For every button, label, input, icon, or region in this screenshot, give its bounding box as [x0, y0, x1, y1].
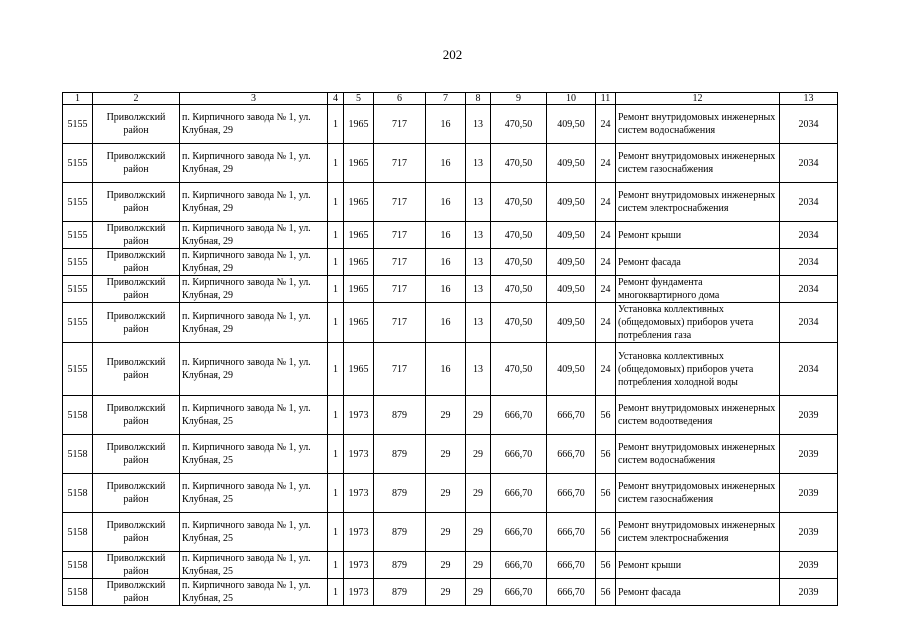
- col11-cell: 56: [596, 396, 616, 435]
- district-cell: Приволжский район: [93, 144, 180, 183]
- work-type-cell: Установка коллективных (общедомовых) приборов учета потребления газа: [616, 303, 780, 343]
- work-type-cell: Ремонт крыши: [616, 552, 780, 579]
- column-header: 12: [616, 93, 780, 105]
- col11-cell: 56: [596, 435, 616, 474]
- house-id-cell: 5158: [63, 579, 93, 606]
- col7-cell: 29: [426, 513, 466, 552]
- district-cell: Приволжский район: [93, 105, 180, 144]
- col6-cell: 879: [374, 513, 426, 552]
- col9-cell: 470,50: [491, 183, 547, 222]
- col10-cell: 409,50: [547, 144, 596, 183]
- year-cell: 1965: [344, 276, 374, 303]
- col6-cell: 879: [374, 579, 426, 606]
- address-cell: п. Кирпичного завода № 1, ул. Клубная, 29: [180, 276, 328, 303]
- col10-cell: 666,70: [547, 579, 596, 606]
- work-type-cell: Ремонт фасада: [616, 579, 780, 606]
- work-type-cell: Ремонт внутридомовых инженерных систем электроснабжения: [616, 513, 780, 552]
- house-id-cell: 5155: [63, 249, 93, 276]
- year-cell: 1973: [344, 579, 374, 606]
- work-type-cell: Ремонт внутридомовых инженерных систем водоснабжения: [616, 105, 780, 144]
- col8-cell: 29: [466, 474, 491, 513]
- year-cell: 1965: [344, 105, 374, 144]
- col8-cell: 13: [466, 105, 491, 144]
- col6-cell: 717: [374, 343, 426, 396]
- plan-year-cell: 2034: [780, 276, 838, 303]
- col7-cell: 16: [426, 249, 466, 276]
- col6-cell: 717: [374, 249, 426, 276]
- col11-cell: 56: [596, 513, 616, 552]
- col7-cell: 29: [426, 396, 466, 435]
- column-header: 8: [466, 93, 491, 105]
- col4-cell: 1: [328, 396, 344, 435]
- col10-cell: 409,50: [547, 105, 596, 144]
- address-cell: п. Кирпичного завода № 1, ул. Клубная, 29: [180, 144, 328, 183]
- house-id-cell: 5155: [63, 303, 93, 343]
- col6-cell: 879: [374, 396, 426, 435]
- house-id-cell: 5158: [63, 396, 93, 435]
- col10-cell: 409,50: [547, 222, 596, 249]
- district-cell: Приволжский район: [93, 552, 180, 579]
- district-cell: Приволжский район: [93, 222, 180, 249]
- year-cell: 1973: [344, 396, 374, 435]
- col6-cell: 879: [374, 474, 426, 513]
- district-cell: Приволжский район: [93, 343, 180, 396]
- district-cell: Приволжский район: [93, 513, 180, 552]
- col9-cell: 470,50: [491, 343, 547, 396]
- col6-cell: 879: [374, 435, 426, 474]
- col10-cell: 666,70: [547, 552, 596, 579]
- address-cell: п. Кирпичного завода № 1, ул. Клубная, 29: [180, 105, 328, 144]
- address-cell: п. Кирпичного завода № 1, ул. Клубная, 25: [180, 513, 328, 552]
- col9-cell: 470,50: [491, 303, 547, 343]
- col8-cell: 13: [466, 183, 491, 222]
- col8-cell: 13: [466, 303, 491, 343]
- column-header: 6: [374, 93, 426, 105]
- column-header: 7: [426, 93, 466, 105]
- col4-cell: 1: [328, 303, 344, 343]
- col10-cell: 409,50: [547, 249, 596, 276]
- plan-year-cell: 2034: [780, 183, 838, 222]
- table-row: [63, 435, 838, 474]
- col10-cell: 409,50: [547, 276, 596, 303]
- col7-cell: 29: [426, 552, 466, 579]
- col9-cell: 666,70: [491, 396, 547, 435]
- col4-cell: 1: [328, 513, 344, 552]
- work-type-cell: Ремонт фасада: [616, 249, 780, 276]
- address-cell: п. Кирпичного завода № 1, ул. Клубная, 29: [180, 343, 328, 396]
- col9-cell: 470,50: [491, 249, 547, 276]
- column-header: 10: [547, 93, 596, 105]
- table-row: [63, 276, 838, 303]
- table-row: [63, 579, 838, 606]
- work-type-cell: Ремонт внутридомовых инженерных систем электроснабжения: [616, 183, 780, 222]
- col9-cell: 666,70: [491, 513, 547, 552]
- house-id-cell: 5155: [63, 183, 93, 222]
- col7-cell: 29: [426, 579, 466, 606]
- col8-cell: 13: [466, 144, 491, 183]
- table-row: [63, 303, 838, 343]
- col8-cell: 13: [466, 222, 491, 249]
- column-header: 11: [596, 93, 616, 105]
- header-row: [63, 93, 838, 105]
- district-cell: Приволжский район: [93, 303, 180, 343]
- col11-cell: 56: [596, 552, 616, 579]
- year-cell: 1973: [344, 474, 374, 513]
- column-header: 9: [491, 93, 547, 105]
- plan-year-cell: 2039: [780, 396, 838, 435]
- col10-cell: 666,70: [547, 435, 596, 474]
- plan-year-cell: 2034: [780, 303, 838, 343]
- col11-cell: 24: [596, 183, 616, 222]
- address-cell: п. Кирпичного завода № 1, ул. Клубная, 29: [180, 222, 328, 249]
- table-row: [63, 474, 838, 513]
- address-cell: п. Кирпичного завода № 1, ул. Клубная, 25: [180, 435, 328, 474]
- col8-cell: 29: [466, 513, 491, 552]
- house-id-cell: 5158: [63, 435, 93, 474]
- column-header: 13: [780, 93, 838, 105]
- col4-cell: 1: [328, 435, 344, 474]
- plan-year-cell: 2034: [780, 249, 838, 276]
- house-id-cell: 5158: [63, 474, 93, 513]
- col7-cell: 16: [426, 222, 466, 249]
- col8-cell: 29: [466, 435, 491, 474]
- col8-cell: 13: [466, 276, 491, 303]
- district-cell: Приволжский район: [93, 249, 180, 276]
- house-id-cell: 5155: [63, 276, 93, 303]
- col4-cell: 1: [328, 105, 344, 144]
- col11-cell: 24: [596, 222, 616, 249]
- house-id-cell: 5155: [63, 144, 93, 183]
- col9-cell: 470,50: [491, 276, 547, 303]
- col6-cell: 717: [374, 276, 426, 303]
- house-id-cell: 5155: [63, 222, 93, 249]
- table-row: [63, 513, 838, 552]
- year-cell: 1965: [344, 222, 374, 249]
- col4-cell: 1: [328, 249, 344, 276]
- district-cell: Приволжский район: [93, 183, 180, 222]
- col8-cell: 13: [466, 249, 491, 276]
- table-row: [63, 105, 838, 144]
- district-cell: Приволжский район: [93, 435, 180, 474]
- year-cell: 1973: [344, 435, 374, 474]
- col9-cell: 666,70: [491, 579, 547, 606]
- table-row: [63, 249, 838, 276]
- col8-cell: 29: [466, 579, 491, 606]
- col10-cell: 409,50: [547, 183, 596, 222]
- col9-cell: 470,50: [491, 222, 547, 249]
- plan-year-cell: 2039: [780, 513, 838, 552]
- work-type-cell: Ремонт фундамента многоквартирного дома: [616, 276, 780, 303]
- col11-cell: 24: [596, 105, 616, 144]
- col9-cell: 666,70: [491, 552, 547, 579]
- col10-cell: 409,50: [547, 343, 596, 396]
- district-cell: Приволжский район: [93, 474, 180, 513]
- column-header: 5: [344, 93, 374, 105]
- col6-cell: 879: [374, 552, 426, 579]
- address-cell: п. Кирпичного завода № 1, ул. Клубная, 29: [180, 303, 328, 343]
- plan-year-cell: 2039: [780, 474, 838, 513]
- col4-cell: 1: [328, 579, 344, 606]
- column-header: 2: [93, 93, 180, 105]
- table-row: [63, 552, 838, 579]
- col4-cell: 1: [328, 222, 344, 249]
- table-row: [63, 222, 838, 249]
- col6-cell: 717: [374, 303, 426, 343]
- page-number: 202: [442, 47, 463, 62]
- house-id-cell: 5155: [63, 343, 93, 396]
- year-cell: 1965: [344, 183, 374, 222]
- col8-cell: 13: [466, 343, 491, 396]
- year-cell: 1973: [344, 552, 374, 579]
- col11-cell: 24: [596, 276, 616, 303]
- table-row: [63, 144, 838, 183]
- work-type-cell: Ремонт внутридомовых инженерных систем газоснабжения: [616, 474, 780, 513]
- col11-cell: 56: [596, 474, 616, 513]
- year-cell: 1965: [344, 303, 374, 343]
- work-type-cell: Ремонт внутридомовых инженерных систем газоснабжения: [616, 144, 780, 183]
- plan-year-cell: 2034: [780, 343, 838, 396]
- col11-cell: 24: [596, 249, 616, 276]
- col7-cell: 29: [426, 435, 466, 474]
- col4-cell: 1: [328, 276, 344, 303]
- col7-cell: 16: [426, 144, 466, 183]
- repair-schedule-table: [62, 92, 838, 606]
- col7-cell: 16: [426, 276, 466, 303]
- address-cell: п. Кирпичного завода № 1, ул. Клубная, 25: [180, 552, 328, 579]
- col4-cell: 1: [328, 183, 344, 222]
- col10-cell: 666,70: [547, 396, 596, 435]
- column-header: 1: [63, 93, 93, 105]
- table-row: [63, 343, 838, 396]
- col8-cell: 29: [466, 396, 491, 435]
- work-type-cell: Ремонт крыши: [616, 222, 780, 249]
- address-cell: п. Кирпичного завода № 1, ул. Клубная, 25: [180, 474, 328, 513]
- col7-cell: 16: [426, 105, 466, 144]
- work-type-cell: Ремонт внутридомовых инженерных систем водоснабжения: [616, 435, 780, 474]
- year-cell: 1965: [344, 343, 374, 396]
- col6-cell: 717: [374, 183, 426, 222]
- col11-cell: 24: [596, 144, 616, 183]
- col10-cell: 409,50: [547, 303, 596, 343]
- plan-year-cell: 2039: [780, 579, 838, 606]
- col11-cell: 24: [596, 343, 616, 396]
- col11-cell: 56: [596, 579, 616, 606]
- address-cell: п. Кирпичного завода № 1, ул. Клубная, 25: [180, 579, 328, 606]
- address-cell: п. Кирпичного завода № 1, ул. Клубная, 25: [180, 396, 328, 435]
- col6-cell: 717: [374, 144, 426, 183]
- col4-cell: 1: [328, 474, 344, 513]
- district-cell: Приволжский район: [93, 276, 180, 303]
- house-id-cell: 5158: [63, 513, 93, 552]
- plan-year-cell: 2039: [780, 552, 838, 579]
- col9-cell: 470,50: [491, 105, 547, 144]
- house-id-cell: 5158: [63, 552, 93, 579]
- work-type-cell: Ремонт внутридомовых инженерных систем водоотведения: [616, 396, 780, 435]
- year-cell: 1965: [344, 249, 374, 276]
- col4-cell: 1: [328, 144, 344, 183]
- district-cell: Приволжский район: [93, 579, 180, 606]
- district-cell: Приволжский район: [93, 396, 180, 435]
- plan-year-cell: 2034: [780, 144, 838, 183]
- year-cell: 1973: [344, 513, 374, 552]
- col9-cell: 666,70: [491, 474, 547, 513]
- col10-cell: 666,70: [547, 513, 596, 552]
- address-cell: п. Кирпичного завода № 1, ул. Клубная, 29: [180, 249, 328, 276]
- col9-cell: 666,70: [491, 435, 547, 474]
- plan-year-cell: 2034: [780, 222, 838, 249]
- col7-cell: 16: [426, 303, 466, 343]
- col11-cell: 24: [596, 303, 616, 343]
- col10-cell: 666,70: [547, 474, 596, 513]
- col8-cell: 29: [466, 552, 491, 579]
- work-type-cell: Установка коллективных (общедомовых) приборов учета потребления холодной воды: [616, 343, 780, 396]
- col6-cell: 717: [374, 105, 426, 144]
- table-body: [63, 105, 838, 606]
- col9-cell: 470,50: [491, 144, 547, 183]
- address-cell: п. Кирпичного завода № 1, ул. Клубная, 29: [180, 183, 328, 222]
- col7-cell: 16: [426, 183, 466, 222]
- col7-cell: 16: [426, 343, 466, 396]
- year-cell: 1965: [344, 144, 374, 183]
- col7-cell: 29: [426, 474, 466, 513]
- plan-year-cell: 2034: [780, 105, 838, 144]
- column-header: 4: [328, 93, 344, 105]
- col4-cell: 1: [328, 343, 344, 396]
- table-row: [63, 183, 838, 222]
- plan-year-cell: 2039: [780, 435, 838, 474]
- col4-cell: 1: [328, 552, 344, 579]
- col6-cell: 717: [374, 222, 426, 249]
- house-id-cell: 5155: [63, 105, 93, 144]
- column-header: 3: [180, 93, 328, 105]
- table-row: [63, 396, 838, 435]
